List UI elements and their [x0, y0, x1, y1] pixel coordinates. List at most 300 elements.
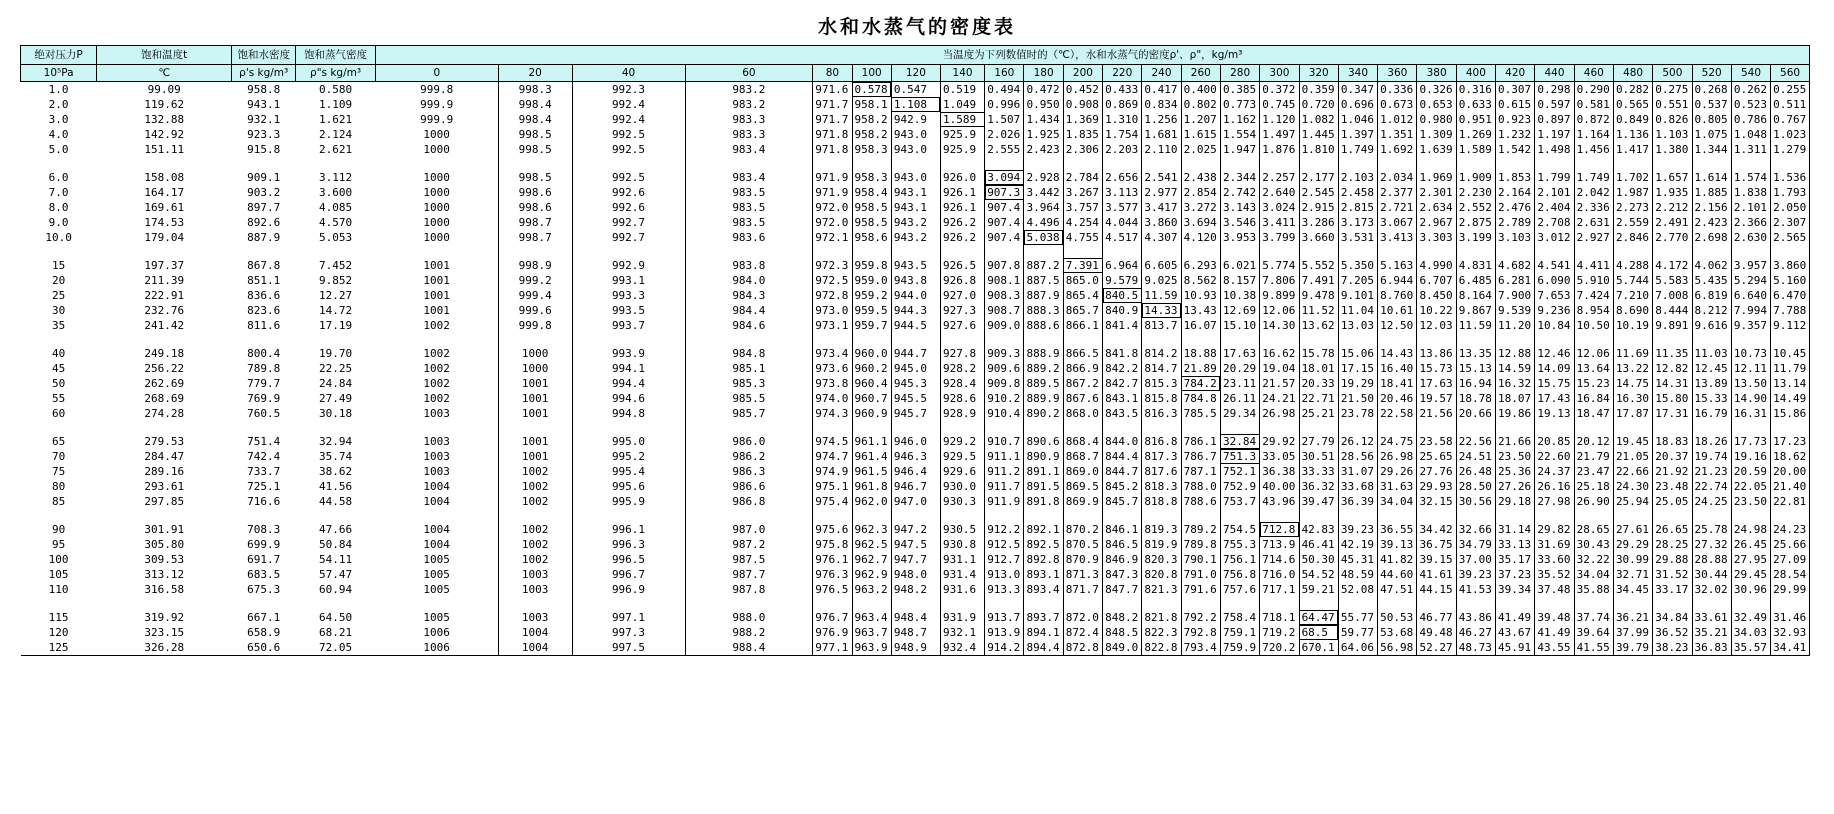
density-cell: 23.47 — [1574, 464, 1613, 479]
density-cell: 68.21 — [319, 626, 353, 639]
density-cell: 815.8 — [1142, 391, 1181, 406]
density-cell: 1.574 — [1731, 170, 1770, 185]
density-cell: 948.0 — [891, 567, 940, 582]
density-cell: 1.935 — [1653, 185, 1692, 200]
density-cell: 0.298 — [1535, 82, 1574, 98]
density-cell: 865.4 — [1063, 288, 1102, 303]
density-cell: 16.84 — [1574, 391, 1613, 406]
density-cell: 35.52 — [1535, 567, 1574, 582]
page-title: 水和水蒸气的密度表 — [817, 16, 1016, 38]
density-cell: 945.7 — [891, 406, 940, 421]
density-cell: 992.9 — [572, 258, 685, 273]
density-cell: 10.19 — [1613, 318, 1652, 333]
density-cell: 4.172 — [1653, 258, 1692, 273]
density-cell: 987.2 — [685, 537, 813, 552]
density-cell: 992.7 — [572, 230, 685, 245]
density-cell: 11.52 — [1299, 303, 1338, 318]
density-cell: 0.581 — [1574, 97, 1613, 112]
density-cell: 211.39 — [144, 274, 185, 287]
density-cell: 995.0 — [572, 434, 685, 449]
density-cell: 962.3 — [852, 522, 891, 537]
density-cell: 17.87 — [1613, 406, 1652, 421]
density-cell: 20.12 — [1574, 434, 1613, 449]
density-cell: 2.156 — [1692, 200, 1731, 215]
density-cell: 2.545 — [1299, 185, 1338, 200]
density-cell: 274.28 — [144, 407, 185, 420]
density-cell: 961.8 — [852, 479, 891, 494]
density-cell: 3.860 — [1142, 215, 1181, 230]
density-cell: 752.9 — [1220, 479, 1259, 494]
density-cell: 26.12 — [1338, 434, 1377, 449]
density-cell: 1.279 — [1771, 142, 1810, 157]
density-cell: 38.62 — [319, 465, 353, 478]
density-cell: 866.1 — [1063, 318, 1102, 333]
density-cell: 14.72 — [319, 304, 353, 317]
pressure-cell: 115 — [48, 611, 69, 624]
density-cell: 3.964 — [1024, 200, 1063, 215]
pressure-cell: 95 — [51, 538, 66, 551]
density-cell: 759.9 — [1220, 640, 1259, 656]
table-row — [21, 215, 1810, 230]
density-cell: 12.06 — [1574, 346, 1613, 361]
pressure-cell: 65 — [51, 435, 66, 448]
density-cell: 36.75 — [1417, 537, 1456, 552]
density-cell: 1002 — [498, 479, 572, 494]
density-cell: 871.3 — [1063, 567, 1102, 582]
density-cell: 754.5 — [1220, 522, 1259, 537]
density-cell: 13.43 — [1181, 303, 1220, 318]
density-cell: 26.90 — [1574, 494, 1613, 509]
density-cell: 0.696 — [1338, 97, 1377, 112]
density-cell: 3.199 — [1456, 230, 1495, 245]
density-cell: 2.846 — [1613, 230, 1652, 245]
density-cell: 1000 — [375, 200, 498, 215]
density-cell: 930.8 — [940, 537, 984, 552]
density-cell: 0.673 — [1378, 97, 1417, 112]
density-cell: 1.049 — [940, 97, 984, 112]
density-cell: 0.980 — [1417, 112, 1456, 127]
density-cell: 4.288 — [1613, 258, 1652, 273]
density-cell: 0.802 — [1181, 97, 1220, 112]
density-cell: 1001 — [498, 434, 572, 449]
density-cell: 29.92 — [1260, 434, 1299, 449]
density-cell: 3.411 — [1260, 215, 1299, 230]
density-cell: 20.85 — [1535, 434, 1574, 449]
density-cell: 2.552 — [1456, 200, 1495, 215]
density-cell: 14.90 — [1731, 391, 1770, 406]
density-cell: 22.58 — [1378, 406, 1417, 421]
density-cell: 971.8 — [813, 142, 852, 157]
density-cell: 999.8 — [498, 318, 572, 333]
density-cell: 943.1 — [891, 185, 940, 200]
density-cell: 21.23 — [1692, 464, 1731, 479]
table-row — [21, 97, 1810, 112]
density-cell: 993.1 — [572, 273, 685, 288]
density-cell: 0.580 — [319, 83, 353, 96]
density-cell: 0.511 — [1771, 97, 1810, 112]
density-cell: 0.433 — [1103, 82, 1142, 98]
density-cell: 0.400 — [1181, 82, 1220, 98]
density-cell: 36.21 — [1613, 610, 1652, 625]
density-cell: 932.4 — [940, 640, 984, 656]
density-cell: 2.630 — [1731, 230, 1770, 245]
density-cell: 11.59 — [1142, 288, 1181, 303]
density-cell: 164.17 — [144, 186, 185, 199]
density-cell: 33.05 — [1260, 449, 1299, 464]
density-cell: 1.269 — [1456, 127, 1495, 142]
density-cell: 1.380 — [1653, 142, 1692, 157]
density-cell: 3.012 — [1535, 230, 1574, 245]
density-cell: 887.2 — [1024, 258, 1063, 273]
density-cell: 2.273 — [1613, 200, 1652, 215]
density-cell: 0.472 — [1024, 82, 1063, 98]
density-cell: 960.0 — [852, 346, 891, 361]
density-cell: 911.2 — [985, 464, 1024, 479]
density-cell: 791.6 — [1181, 582, 1220, 597]
density-cell: 842.7 — [1103, 376, 1142, 391]
density-cell: 870.2 — [1063, 522, 1102, 537]
header-col-27: 460 — [1574, 65, 1613, 82]
density-cell: 119.62 — [144, 98, 185, 111]
density-cell: 15.86 — [1771, 406, 1810, 421]
density-cell: 151.11 — [144, 143, 185, 156]
density-cell: 944.0 — [891, 288, 940, 303]
density-cell: 987.7 — [685, 567, 813, 582]
density-cell: 2.927 — [1574, 230, 1613, 245]
density-cell: 870.5 — [1063, 537, 1102, 552]
density-cell: 961.1 — [852, 434, 891, 449]
density-cell: 289.16 — [144, 465, 185, 478]
header-col-22: 360 — [1378, 65, 1417, 82]
density-cell: 822.8 — [1142, 640, 1181, 656]
density-cell: 28.50 — [1456, 479, 1495, 494]
density-cell: 39.23 — [1338, 522, 1377, 537]
density-cell: 1.507 — [985, 112, 1024, 127]
density-cell: 928.4 — [940, 376, 984, 391]
pressure-cell: 100 — [48, 553, 69, 566]
density-cell: 0.452 — [1063, 82, 1102, 98]
density-cell: 9.025 — [1142, 273, 1181, 288]
density-cell: 48.73 — [1456, 640, 1495, 656]
density-cell: 893.1 — [1024, 567, 1063, 582]
density-cell: 784.8 — [1181, 391, 1220, 406]
pressure-cell: 125 — [21, 640, 97, 656]
density-cell: 683.5 — [247, 568, 281, 581]
density-cell: 872.4 — [1063, 625, 1102, 640]
density-cell: 30.99 — [1613, 552, 1652, 567]
density-cell: 0.745 — [1260, 97, 1299, 112]
density-cell: 21.05 — [1613, 449, 1652, 464]
density-cell: 0.720 — [1299, 97, 1338, 112]
density-cell: 945.5 — [891, 391, 940, 406]
density-cell: 2.366 — [1731, 215, 1770, 230]
density-cell: 986.0 — [685, 434, 813, 449]
density-cell: 998.3 — [498, 82, 572, 98]
density-cell: 2.042 — [1574, 185, 1613, 200]
density-cell: 995.2 — [572, 449, 685, 464]
density-cell: 733.7 — [247, 465, 281, 478]
pressure-cell: 3.0 — [48, 113, 69, 126]
density-cell: 996.9 — [572, 582, 685, 597]
group-spacer — [21, 333, 1810, 346]
density-cell: 974.9 — [813, 464, 852, 479]
density-cell: 1.987 — [1613, 185, 1652, 200]
density-cell: 984.8 — [685, 346, 813, 361]
density-cell: 21.40 — [1771, 479, 1810, 494]
density-cell: 1.023 — [1771, 127, 1810, 142]
header-col-10: 120 — [891, 65, 940, 82]
density-cell: 6.470 — [1771, 288, 1810, 303]
density-cell: 64.06 — [1338, 640, 1377, 656]
density-cell: 29.26 — [1378, 464, 1417, 479]
density-cell: 232.76 — [144, 304, 185, 317]
density-cell: 29.99 — [1771, 582, 1810, 597]
density-cell: 25.36 — [1496, 464, 1535, 479]
density-cell: 18.78 — [1456, 391, 1495, 406]
density-cell: 22.81 — [1771, 494, 1810, 509]
density-cell: 34.04 — [1378, 494, 1417, 509]
density-cell: 1.925 — [1024, 127, 1063, 142]
density-cell: 973.0 — [813, 303, 852, 318]
density-cell: 9.899 — [1260, 288, 1299, 303]
density-cell: 14.33 — [1142, 303, 1181, 318]
density-cell: 10.45 — [1771, 346, 1810, 361]
density-cell: 9.616 — [1692, 318, 1731, 333]
density-cell: 24.37 — [1535, 464, 1574, 479]
density-cell: 16.32 — [1496, 376, 1535, 391]
density-cell: 2.770 — [1653, 230, 1692, 245]
density-cell: 1.749 — [1338, 142, 1377, 157]
density-cell: 2.438 — [1181, 170, 1220, 185]
density-cell: 12.06 — [1260, 303, 1299, 318]
density-cell: 6.021 — [1220, 258, 1259, 273]
header-col-20: 320 — [1299, 65, 1338, 82]
density-cell: 945.3 — [891, 376, 940, 391]
density-cell: 24.75 — [1378, 434, 1417, 449]
density-cell: 11.69 — [1613, 346, 1652, 361]
density-cell: 5.160 — [1771, 273, 1810, 288]
density-cell: 1.082 — [1299, 112, 1338, 127]
density-cell: 894.1 — [1024, 625, 1063, 640]
group-spacer — [21, 509, 1810, 522]
density-cell: 31.63 — [1378, 479, 1417, 494]
density-cell: 842.2 — [1103, 361, 1142, 376]
density-cell: 174.53 — [144, 216, 185, 229]
density-cell: 907.8 — [985, 258, 1024, 273]
density-cell: 907.4 — [985, 200, 1024, 215]
density-cell: 3.953 — [1220, 230, 1259, 245]
density-cell: 27.76 — [1417, 464, 1456, 479]
density-cell: 2.101 — [1535, 185, 1574, 200]
density-cell: 993.7 — [572, 318, 685, 333]
density-cell: 1000 — [498, 361, 572, 376]
density-cell: 12.27 — [319, 289, 353, 302]
density-cell: 903.2 — [247, 186, 281, 199]
density-cell: 14.43 — [1378, 346, 1417, 361]
density-cell: 2.336 — [1574, 200, 1613, 215]
density-cell: 983.2 — [685, 97, 813, 112]
density-cell: 1000 — [375, 230, 498, 245]
density-cell: 60.94 — [319, 583, 353, 596]
density-cell: 39.64 — [1574, 625, 1613, 640]
pressure-cell: 40 — [51, 347, 66, 360]
density-cell: 844.4 — [1103, 449, 1142, 464]
density-cell: 2.491 — [1653, 215, 1692, 230]
density-cell: 6.605 — [1142, 258, 1181, 273]
density-cell: 0.951 — [1456, 112, 1495, 127]
density-cell: 24.30 — [1613, 479, 1652, 494]
density-cell: 1001 — [498, 376, 572, 391]
density-cell: 9.357 — [1731, 318, 1770, 333]
density-cell: 16.79 — [1692, 406, 1731, 421]
density-cell: 3.694 — [1181, 215, 1220, 230]
density-cell: 24.51 — [1456, 449, 1495, 464]
density-cell: 820.3 — [1142, 552, 1181, 567]
density-cell: 9.891 — [1653, 318, 1692, 333]
density-cell: 759.1 — [1220, 625, 1259, 640]
density-cell: 962.5 — [852, 537, 891, 552]
density-cell: 43.96 — [1260, 494, 1299, 509]
density-cell: 37.48 — [1535, 582, 1574, 597]
density-cell: 43.55 — [1535, 640, 1574, 656]
density-cell: 999.8 — [375, 82, 498, 98]
density-cell: 10.84 — [1535, 318, 1574, 333]
density-cell: 890.6 — [1024, 434, 1063, 449]
pressure-cell: 60 — [51, 407, 66, 420]
density-cell: 22.71 — [1299, 391, 1338, 406]
density-cell: 926.8 — [940, 273, 984, 288]
density-cell: 35.17 — [1496, 552, 1535, 567]
density-cell: 21.56 — [1417, 406, 1456, 421]
density-cell: 4.831 — [1456, 258, 1495, 273]
density-cell: 717.1 — [1260, 582, 1299, 597]
density-cell: 3.113 — [1103, 185, 1142, 200]
density-cell: 25.18 — [1574, 479, 1613, 494]
density-cell: 821.3 — [1142, 582, 1181, 597]
density-cell: 29.82 — [1535, 522, 1574, 537]
density-cell: 293.61 — [144, 480, 185, 493]
density-cell: 3.067 — [1378, 215, 1417, 230]
header-temperature-span: 当温度为下列数值时的（℃），水和水蒸气的密度ρ'、ρ"，kg/m³ — [375, 46, 1809, 65]
header-col-30: 520 — [1692, 65, 1731, 82]
density-cell: 948.4 — [891, 610, 940, 625]
table-row — [21, 273, 1810, 288]
density-cell: 0.494 — [985, 82, 1024, 98]
pressure-cell: 30 — [51, 304, 66, 317]
density-cell: 32.94 — [319, 435, 353, 448]
density-cell: 961.5 — [852, 464, 891, 479]
density-cell: 26.16 — [1535, 479, 1574, 494]
density-cell: 1.445 — [1299, 127, 1338, 142]
density-cell: 11.03 — [1692, 346, 1731, 361]
density-cell: 1004 — [375, 522, 498, 537]
density-cell: 840.9 — [1103, 303, 1142, 318]
header-row-1 — [21, 46, 1810, 65]
header-col-6: 40 — [572, 65, 685, 82]
header-col-16: 240 — [1142, 65, 1181, 82]
density-cell: 973.6 — [813, 361, 852, 376]
density-cell: 279.53 — [144, 435, 185, 448]
density-cell: 928.2 — [940, 361, 984, 376]
table-row — [21, 625, 1810, 640]
density-cell: 2.915 — [1299, 200, 1338, 215]
density-cell: 752.1 — [1220, 464, 1259, 479]
density-cell: 868.4 — [1063, 434, 1102, 449]
density-cell: 788.6 — [1181, 494, 1220, 509]
density-cell: 894.4 — [1024, 640, 1063, 656]
density-cell: 35.88 — [1574, 582, 1613, 597]
density-cell: 14.09 — [1535, 361, 1574, 376]
density-cell: 27.61 — [1613, 522, 1652, 537]
table-row — [21, 142, 1810, 157]
density-cell: 3.442 — [1024, 185, 1063, 200]
density-cell: 17.15 — [1338, 361, 1377, 376]
density-cell: 3.413 — [1378, 230, 1417, 245]
density-cell: 1002 — [375, 376, 498, 391]
density-cell: 971.7 — [813, 112, 852, 127]
pressure-cell: 105 — [48, 568, 69, 581]
density-cell: 976.3 — [813, 567, 852, 582]
density-cell: 2.977 — [1142, 185, 1181, 200]
density-cell: 323.15 — [144, 626, 185, 639]
density-cell: 848.2 — [1103, 610, 1142, 625]
header-col-15: 220 — [1103, 65, 1142, 82]
density-cell: 21.89 — [1181, 361, 1220, 376]
density-cell: 1005 — [375, 582, 498, 597]
density-cell: 43.86 — [1456, 610, 1495, 625]
density-cell: 943.1 — [891, 200, 940, 215]
density-cell: 1.369 — [1063, 112, 1102, 127]
density-cell: 909.1 — [247, 171, 281, 184]
header-col-11: 140 — [940, 65, 984, 82]
density-cell: 998.5 — [498, 170, 572, 185]
density-cell: 0.565 — [1613, 97, 1652, 112]
density-cell: 22.74 — [1692, 479, 1731, 494]
density-cell: 33.61 — [1692, 610, 1731, 625]
density-cell: 305.80 — [144, 538, 185, 551]
density-cell: 887.5 — [1024, 273, 1063, 288]
density-cell: 790.1 — [1181, 552, 1220, 567]
density-cell: 975.8 — [813, 537, 852, 552]
pressure-cell: 35 — [51, 319, 66, 332]
density-cell: 908.3 — [985, 288, 1024, 303]
density-cell: 813.7 — [1142, 318, 1181, 333]
density-cell: 943.2 — [891, 230, 940, 245]
density-cell: 0.316 — [1456, 82, 1495, 98]
density-cell: 0.359 — [1299, 82, 1338, 98]
density-cell: 944.5 — [891, 318, 940, 333]
header-col-3: ρ"s kg/m³ — [296, 65, 376, 82]
density-cell: 0.834 — [1142, 97, 1181, 112]
density-cell: 17.63 — [1220, 346, 1259, 361]
density-cell: 947.2 — [891, 522, 940, 537]
density-cell: 19.04 — [1260, 361, 1299, 376]
density-cell: 817.6 — [1142, 464, 1181, 479]
density-cell: 8.212 — [1692, 303, 1731, 318]
density-cell: 5.744 — [1613, 273, 1652, 288]
density-cell: 27.09 — [1771, 552, 1810, 567]
header-col-1: ℃ — [97, 65, 232, 82]
density-cell: 986.6 — [685, 479, 813, 494]
density-cell: 811.6 — [247, 319, 281, 332]
density-cell: 972.3 — [813, 258, 852, 273]
density-cell: 11.20 — [1496, 318, 1535, 333]
density-cell: 708.3 — [247, 523, 281, 536]
density-cell: 992.5 — [572, 127, 685, 142]
density-cell: 39.15 — [1417, 552, 1456, 567]
density-cell: 958.4 — [852, 185, 891, 200]
density-cell: 18.62 — [1771, 449, 1810, 464]
